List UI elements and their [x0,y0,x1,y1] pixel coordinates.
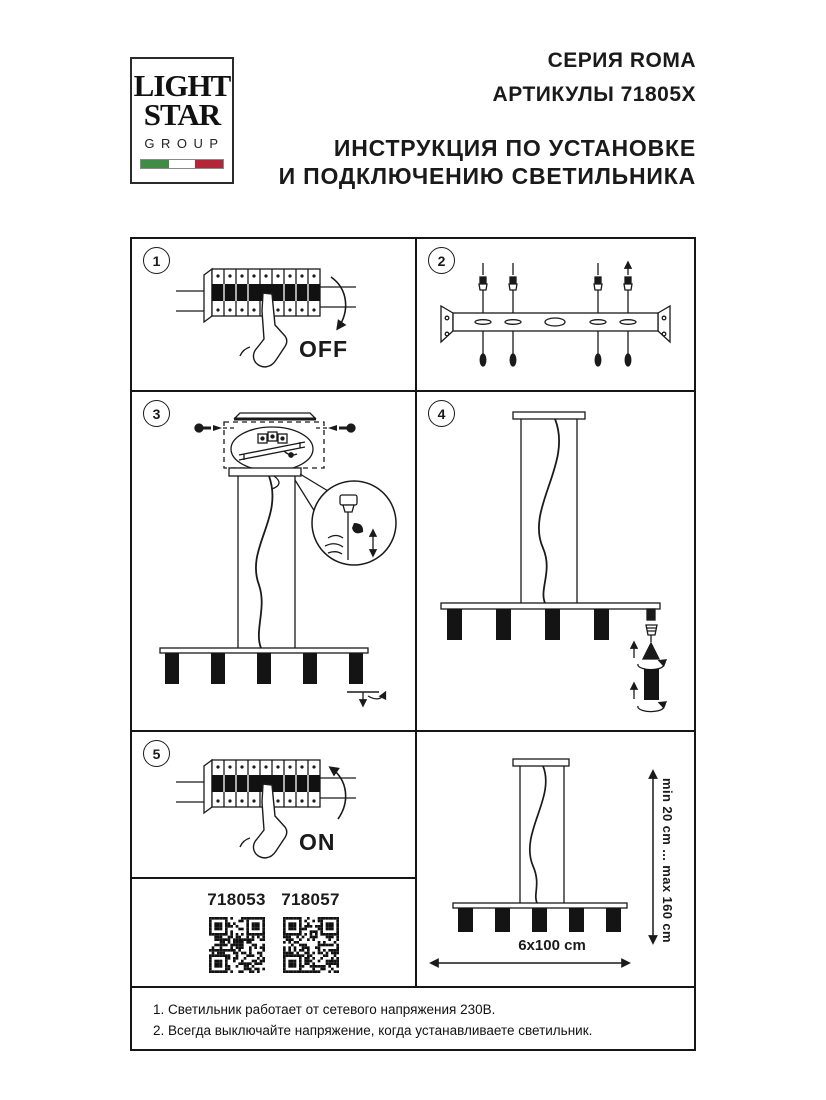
step-2-panel [417,239,694,390]
articles-title: АРТИКУЛЫ 71805X [492,83,696,106]
note-line-1: 1. Светильник работает от сетевого напряжения 230В. [153,1002,496,1017]
off-label: OFF [299,336,348,362]
arrow-up-icon [331,768,346,819]
lamp-shades [165,653,363,684]
arrow-down-icon [331,277,346,328]
qr-code [283,917,339,973]
instruction-grid [130,237,696,988]
step-4-badge: 4 [428,400,455,427]
qr-block-left [207,890,267,973]
step-3-badge: 3 [143,400,170,427]
logo-word-light: LIGHT [133,68,231,103]
article-number: 718057 [281,890,340,909]
screw-rotate-icon [347,692,385,705]
width-label: 6x100 cm [518,937,586,954]
dimensions-panel [417,732,694,986]
qr-code [209,917,265,973]
step-5-badge: 5 [143,740,170,767]
step-4-panel [417,392,694,730]
logo-word-group: GROUP [144,136,225,151]
notes-box [130,986,696,1051]
ceiling-mounting-diagram [132,392,415,730]
step-5-panel [132,732,415,877]
article-number: 718053 [207,890,266,909]
step-3-panel [132,392,415,730]
lightstar-logo [130,57,234,184]
qr-codes-panel [132,879,415,986]
step-2-badge: 2 [428,247,455,274]
on-label: ON [299,829,336,855]
height-range-label: min 20 cm ... max 160 cm [660,778,675,943]
circuit-breaker-on-diagram [132,732,415,877]
side-screw-left [195,424,234,432]
mounting-bracket-diagram [417,239,694,390]
lamp-shades [458,908,621,932]
header-block [279,49,696,190]
shade-install-detail [634,609,664,712]
lamp-shades [447,609,609,640]
side-screw-right [316,424,355,432]
pendant-assembly-diagram [417,392,694,730]
qr-block-right [281,890,341,973]
italy-flag-icon [140,159,224,169]
page-title: ИНСТРУКЦИЯ ПО УСТАНОВКЕ И ПОДКЛЮЧЕНИЮ СВЕТИЛЬНИКА [278,135,696,189]
logo-word-star: STAR [143,97,221,132]
series-title: СЕРИЯ ROMA [547,49,696,72]
step-1-panel [132,239,415,390]
step-1-badge: 1 [143,247,170,274]
note-line-2: 2. Всегда выключайте напряжение, когда устанавливаете светильник. [153,1023,593,1038]
circuit-breaker-off-diagram [132,239,415,390]
